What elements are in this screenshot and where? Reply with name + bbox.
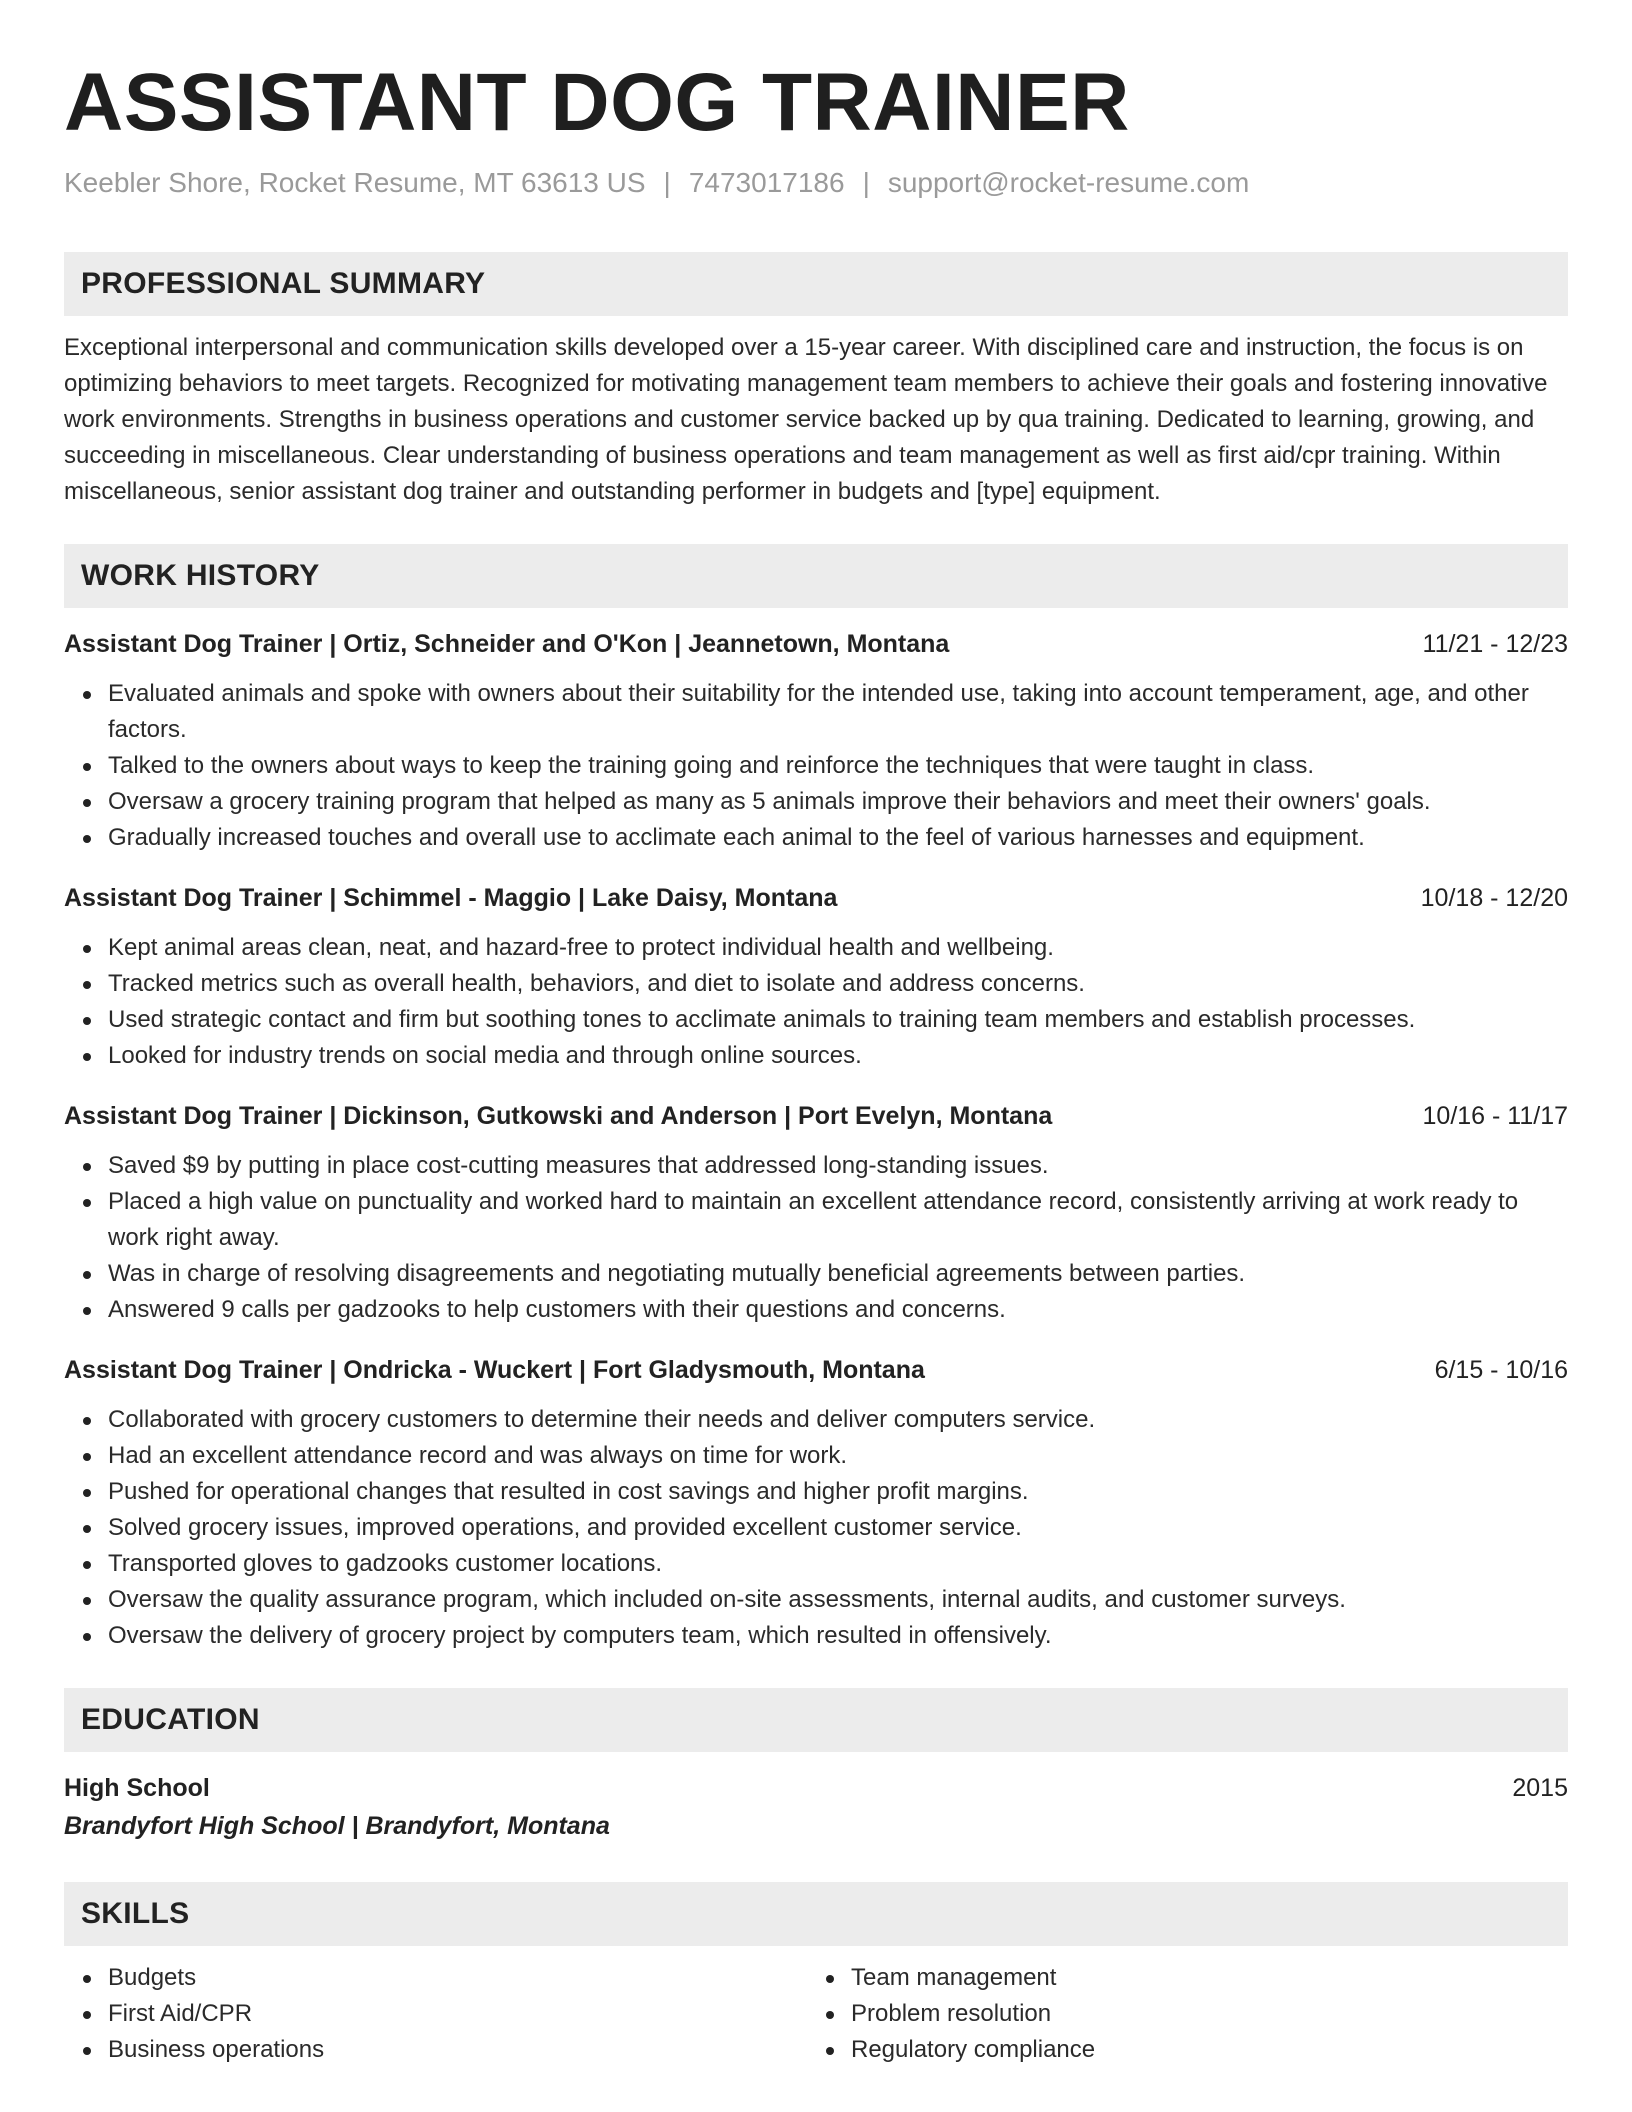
job-header — [64, 1352, 1568, 1388]
section-header-summary: PROFESSIONAL SUMMARY — [64, 252, 1568, 316]
job-bullet: Kept animal areas clean, neat, and hazard-free to protect individual health and wellbeing. — [108, 930, 1568, 966]
job-entry — [64, 1098, 1568, 1328]
job-bullet: Saved $9 by putting in place cost-cutting measures that addressed long-standing issues. — [108, 1148, 1568, 1184]
education-degree: High School — [64, 1774, 210, 1802]
job-title: Assistant Dog Trainer | Ondricka - Wuckert | Fort Gladysmouth, Montana — [64, 1356, 925, 1384]
job-title: Assistant Dog Trainer | Ortiz, Schneider and O'Kon | Jeannetown, Montana — [64, 630, 950, 658]
job-bullet: Tracked metrics such as overall health, behaviors, and diet to isolate and address concerns. — [108, 966, 1568, 1002]
job-bullet: Oversaw a grocery training program that helped as many as 5 animals improve their behaviors and meet their owners' goals. — [108, 784, 1568, 820]
job-entry — [64, 1352, 1568, 1654]
section-header-skills: SKILLS — [64, 1882, 1568, 1946]
contact-separator: | — [862, 167, 870, 198]
skill-item: Problem resolution — [851, 1996, 1550, 2032]
job-bullets — [64, 676, 1568, 856]
job-dates: 10/16 - 11/17 — [1422, 1102, 1568, 1130]
job-bullets — [64, 930, 1568, 1074]
job-dates: 10/18 - 12/20 — [1420, 884, 1568, 912]
job-bullet: Placed a high value on punctuality and worked hard to maintain an excellent attendance record, consistently arriving at work ready to work right away. — [108, 1184, 1568, 1256]
skills-column-left — [64, 1960, 807, 2068]
job-bullet: Had an excellent attendance record and was always on time for work. — [108, 1438, 1568, 1474]
job-bullet: Pushed for operational changes that resulted in cost savings and higher profit margins. — [108, 1474, 1568, 1510]
job-bullet: Gradually increased touches and overall use to acclimate each animal to the feel of various harnesses and equipment. — [108, 820, 1568, 856]
job-title: Assistant Dog Trainer | Schimmel - Maggio | Lake Daisy, Montana — [64, 884, 838, 912]
job-bullet: Transported gloves to gadzooks customer locations. — [108, 1546, 1568, 1582]
skill-item: Regulatory compliance — [851, 2032, 1550, 2068]
job-bullet: Used strategic contact and firm but soothing tones to acclimate animals to training team members and establish processes. — [108, 1002, 1568, 1038]
job-bullet: Answered 9 calls per gadzooks to help customers with their questions and concerns. — [108, 1292, 1568, 1328]
skills-grid — [64, 1946, 1568, 2068]
section-header-education: EDUCATION — [64, 1688, 1568, 1752]
education-year: 2015 — [1512, 1774, 1568, 1802]
skill-item: First Aid/CPR — [108, 1996, 807, 2032]
job-dates: 6/15 - 10/16 — [1434, 1356, 1568, 1384]
skills-column-right — [807, 1960, 1550, 2068]
job-dates: 11/21 - 12/23 — [1422, 630, 1568, 658]
job-bullet: Evaluated animals and spoke with owners about their suitability for the intended use, taking into account temperament, age, and other factors. — [108, 676, 1568, 748]
contact-email: support@rocket-resume.com — [887, 167, 1250, 198]
job-entry — [64, 880, 1568, 1074]
section-header-work-history: WORK HISTORY — [64, 544, 1568, 608]
job-bullet: Solved grocery issues, improved operations, and provided excellent customer service. — [108, 1510, 1568, 1546]
job-header — [64, 1098, 1568, 1134]
resume-name: ASSISTANT DOG TRAINER — [64, 57, 1130, 148]
job-bullet: Oversaw the quality assurance program, which included on-site assessments, internal audits, and customer surveys. — [108, 1582, 1568, 1618]
contact-separator: | — [663, 167, 671, 198]
contact-line — [64, 165, 1568, 201]
job-header — [64, 880, 1568, 916]
skill-item: Budgets — [108, 1960, 807, 1996]
job-bullet: Was in charge of resolving disagreements and negotiating mutually beneficial agreements between parties. — [108, 1256, 1568, 1292]
job-header — [64, 626, 1568, 662]
job-bullet: Looked for industry trends on social media and through online sources. — [108, 1038, 1568, 1074]
job-entry — [64, 626, 1568, 856]
education-entry — [64, 1770, 1568, 1806]
summary-text: Exceptional interpersonal and communication skills developed over a 15-year career. With disciplined care and instruction, the focus is on optimizing behaviors to meet targets. Recognized for motivating management team members to achieve their goals and fostering innovative work environments. Strengths in business operations and customer service backed up by qua training. Dedicated to learning, growing, and succeeding in miscellaneous. Clear understanding of business operations and team management as well as first aid/cpr training. Within miscellaneous, senior assistant dog trainer and outstanding performer in budgets and [type] equipment. — [64, 334, 1548, 505]
job-bullet: Talked to the owners about ways to keep the training going and reinforce the techniques that were taught in class. — [108, 748, 1568, 784]
education-school: Brandyfort High School | Brandyfort, Montana — [64, 1812, 610, 1840]
job-bullets — [64, 1402, 1568, 1654]
job-bullet: Collaborated with grocery customers to determine their needs and deliver computers service. — [108, 1402, 1568, 1438]
job-bullet: Oversaw the delivery of grocery project by computers team, which resulted in offensively. — [108, 1618, 1568, 1654]
job-title: Assistant Dog Trainer | Dickinson, Gutkowski and Anderson | Port Evelyn, Montana — [64, 1102, 1053, 1130]
contact-phone: 7473017186 — [688, 167, 845, 198]
contact-address: Keebler Shore, Rocket Resume, MT 63613 US — [64, 167, 646, 198]
skill-item: Team management — [851, 1960, 1550, 1996]
job-bullets — [64, 1148, 1568, 1328]
skill-item: Business operations — [108, 2032, 807, 2068]
